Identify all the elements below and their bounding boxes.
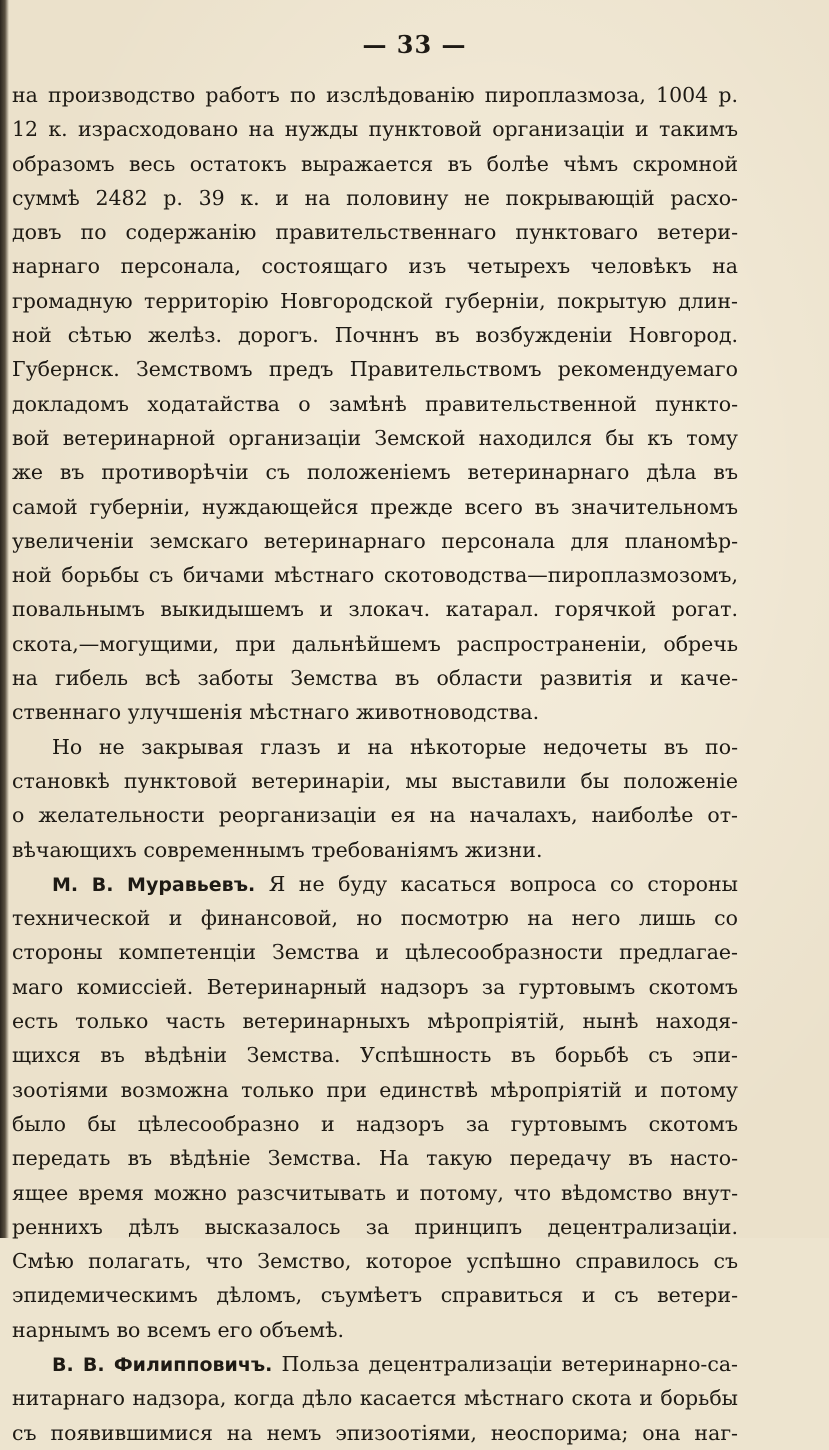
text-line (12, 1210, 738, 1244)
line-text: съ появившимися на немъ эпизоотіями, неоспорима; она наг- (12, 1420, 738, 1445)
text-line (12, 935, 738, 969)
line-text: довъ по содержанію правительственнаго пунктоваго ветери- (12, 220, 738, 245)
page-number: — 33 — (362, 30, 467, 59)
text-line (12, 181, 738, 215)
text-line (12, 798, 738, 832)
text-line (12, 1278, 738, 1312)
line-text: становкѣ пунктовой ветеринаріи, мы выставили бы положеніе (12, 768, 738, 793)
text-line (12, 455, 738, 489)
line-text: Но не закрывая глазъ и на нѣкоторые недочеты въ по- (52, 734, 738, 759)
text-line (12, 1416, 738, 1450)
line-text: Смѣю полагать, что Земство, которое успѣшно справилось съ (12, 1249, 738, 1274)
line-text: о желательности реорганизаціи ея на началахъ, наиболѣе от- (12, 803, 738, 828)
line-text: же въ противорѣчіи съ положеніемъ ветеринарнаго дѣла въ (12, 460, 738, 485)
line-text: передать въ вѣдѣніе Земства. На такую передачу въ насто- (12, 1146, 738, 1171)
text-line (12, 78, 738, 112)
text-line (12, 1038, 738, 1072)
text-line (12, 730, 738, 764)
line-text: на производство работъ по изслѣдованію пироплазмоза, 1004 р. (12, 83, 738, 107)
text-line (12, 1244, 738, 1278)
line-text: образомъ весь остатокъ выражается въ болѣе чѣмъ скромной (12, 151, 738, 176)
text-line (12, 1313, 738, 1347)
line-text: Польза децентрализаціи ветеринарно-са- (272, 1351, 738, 1376)
line-text: ной сѣтью желѣз. дорогъ. Почннъ въ возбужденіи Новгород. (12, 323, 738, 348)
body-text (12, 78, 738, 1450)
line-text: вой ветеринарной организаціи Земской находился бы къ тому (12, 425, 738, 450)
text-line (12, 147, 738, 181)
line-text: ящее время можно разсчитывать и потому, что вѣдомство внут- (12, 1180, 738, 1205)
line-text: Губернск. Земствомъ предъ Правительствомъ рекомендуемаго (12, 357, 738, 382)
line-text: щихся въ вѣдѣніи Земства. Успѣшность въ борьбѣ съ эпи- (12, 1043, 738, 1068)
text-line (12, 901, 738, 935)
text-line (12, 764, 738, 798)
text-line (12, 387, 738, 421)
line-text: нарнымъ во всемъ его объемѣ. (12, 1317, 344, 1342)
line-text: на гибель всѣ заботы Земства въ области развитія и каче- (12, 666, 738, 691)
text-line (12, 490, 738, 524)
text-line (12, 284, 738, 318)
text-line (12, 627, 738, 661)
text-line (12, 661, 738, 695)
speaker-name: В. В. Филипповичъ. (52, 1353, 273, 1376)
line-text: суммѣ 2482 р. 39 к. и на половину не покрывающій расхо- (12, 185, 738, 210)
text-line (12, 558, 738, 592)
line-text: ной борьбы съ бичами мѣстнаго скотоводства—пироплазмозомъ, (12, 563, 738, 588)
line-text: есть только часть ветеринарныхъ мѣропріятій, нынѣ находя- (12, 1009, 738, 1034)
line-text: повальнымъ выкидышемъ и злокач. катарал. горячкой рогат. (12, 597, 738, 622)
text-line (12, 1141, 738, 1175)
speaker-name: М. В. Муравьевъ. (52, 873, 256, 896)
text-line (12, 1073, 738, 1107)
text-line (12, 318, 738, 352)
speaker-line (12, 1347, 738, 1381)
text-line (12, 833, 738, 867)
line-text: Я не буду касаться вопроса со стороны (255, 871, 738, 896)
text-line (12, 695, 738, 729)
line-text: нитарнаго надзора, когда дѣло касается мѣстнаго скота и борьбы (12, 1386, 738, 1411)
line-text: докладомъ ходатайства о замѣнѣ правительственной пункто- (12, 391, 738, 416)
text-line (12, 1107, 738, 1141)
text-line (12, 1381, 738, 1415)
line-text: 12 к. израсходовано на нужды пунктовой организаціи и такимъ (12, 117, 738, 142)
text-line (12, 421, 738, 455)
line-text: было бы цѣлесообразно и надзоръ за гуртовымъ скотомъ (12, 1111, 738, 1136)
line-text: самой губерніи, нуждающейся прежде всего въ значительномъ (12, 494, 738, 519)
line-text: маго комиссіей. Ветеринарный надзоръ за гуртовымъ скотомъ (12, 974, 738, 999)
line-text: ственнаго улучшенія мѣстнаго животноводства. (12, 700, 540, 725)
text-line (12, 970, 738, 1004)
line-text: эпидемическимъ дѣломъ, съумѣетъ справиться и съ ветери- (12, 1283, 738, 1308)
line-text: увеличеніи земскаго ветеринарнаго персонала для планомѣр- (12, 528, 738, 553)
text-line (12, 1004, 738, 1038)
text-line (12, 524, 738, 558)
text-line (12, 249, 738, 283)
line-text: скота,—могущими, при дальнѣйшемъ распространеніи, обречь (12, 631, 738, 656)
page-binding-edge (0, 0, 9, 1238)
line-text: технической и финансовой, но посмотрю на него лишь со (12, 906, 738, 931)
text-line (12, 112, 738, 146)
text-line (12, 352, 738, 386)
line-text: вѣчающихъ современнымъ требованіямъ жизни. (12, 837, 543, 862)
line-text: громадную территорію Новгородской губерніи, покрытую длин- (12, 288, 738, 313)
line-text: реннихъ дѣлъ высказалось за принципъ децентрализаціи. (12, 1214, 738, 1239)
line-text: нарнаго персонала, состоящаго изъ четырехъ человѣкъ на (12, 254, 738, 279)
speaker-line (12, 867, 738, 901)
line-text: зоотіями возможна только при единствѣ мѣропріятій и потому (12, 1077, 738, 1102)
text-line (12, 592, 738, 626)
text-line (12, 215, 738, 249)
text-line (12, 1176, 738, 1210)
line-text: стороны компетенціи Земства и цѣлесообразности предлагае- (12, 940, 738, 965)
